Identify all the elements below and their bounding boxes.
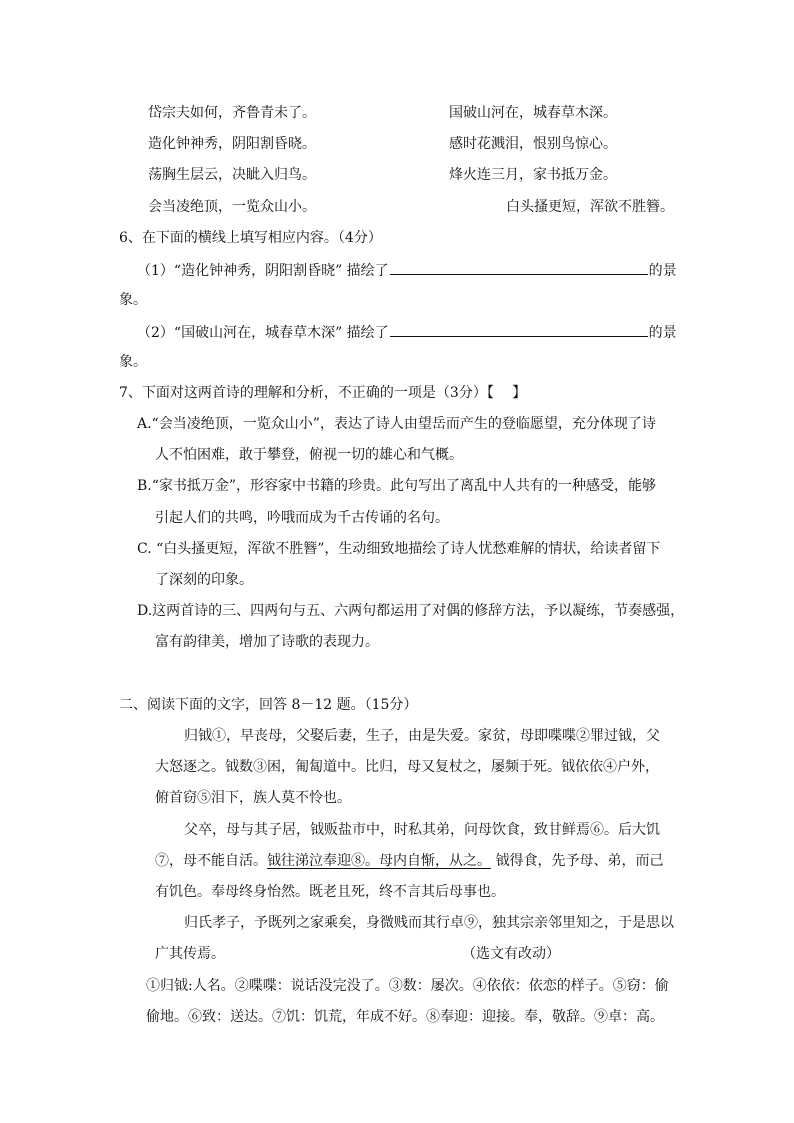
question-6-item-2-suffix: 的景 <box>648 325 677 341</box>
poem-left-line: 造化钟神秀，阴阳割昏晓。 <box>148 136 316 152</box>
passage-p3-line1: 归氏孝子，予既列之家乘矣，身微贱而其行卓⑨，独其宗亲邻里知之，于是思以 <box>184 915 674 931</box>
passage-p2-line2-b: 钺得食，先予母、弟，而己 <box>491 853 664 869</box>
option-c-line1: C. “白头搔更短，浑欲不胜簪”，生动细致地描绘了诗人忧愁难解的情状，给读者留下 <box>137 541 661 557</box>
question-6-title: 6、在下面的横线上填写相应内容。（4分） <box>119 230 382 246</box>
poem-right-line: 感时花溅泪，恨别鸟惊心。 <box>449 136 617 152</box>
option-d-line2: 富有韵律美，增加了诗歌的表现力。 <box>155 634 379 650</box>
poem-right-line: 白头搔更短，浑欲不胜簪。 <box>506 199 674 215</box>
underlined-sentence: 钺往涕泣奉迎⑧。母内自惭，从之。 <box>267 853 491 869</box>
passage-p1-line3: 俯首窃⑤泪下，族人莫不怜也。 <box>155 790 351 806</box>
passage-p2-line3: 有饥色。奉母终身怡然。既老且死，终不言其后母事也。 <box>155 884 505 900</box>
passage-p1-line2: 大怒逐之。钺数③困，匍匐道中。比归，母又复杖之，屡频于死。钺依依④户外， <box>155 759 659 775</box>
passage-p2-line2-a: ⑦，母不能自活。 <box>155 853 267 869</box>
question-6-item-2 <box>137 321 677 343</box>
option-d-line1: D.这两首诗的三、四两句与五、六两句都运用了对偶的修辞方法，予以凝练，节奏感强， <box>137 603 685 619</box>
option-b-line2: 引起人们的共鸣，吟哦而成为千古传诵的名句。 <box>155 510 449 526</box>
footnotes-line2: 偷地。⑥致：送达。⑦饥：饥荒，年成不好。⑧奉迎：迎接。奉，敬辞。⑨卓：高。 <box>146 1009 664 1025</box>
option-a-line1: A.“会当凌绝顶，一览众山小”，表达了诗人由望岳而产生的登临愿望，充分体现了诗 <box>137 416 656 432</box>
option-b-line1: B.“家书抵万金”，形容家中书籍的珍贵。此句写出了离乱中人共有的一种感受，能够 <box>137 478 657 494</box>
footnotes-line1: ①归钺:人名。②喋喋：说话没完没了。③数：屡次。④依依：依恋的样子。⑤窃：偷 <box>146 978 669 994</box>
section-2-title: 二、阅读下面的文字，回答 8－12 题。（15分） <box>119 697 418 713</box>
passage-p3-line2: 广其传焉。 <box>155 946 225 962</box>
answer-blank-2[interactable] <box>390 321 648 337</box>
option-a-line2: 人不怕困难，敢于攀登，俯视一切的雄心和气概。 <box>155 447 463 463</box>
passage-p1-line1: 归钺①，早丧母，父娶后妻，生子，由是失爱。家贫，母即喋喋②罪过钺，父 <box>184 728 660 744</box>
poem-left-line: 会当凌绝顶，一览众山小。 <box>148 199 316 215</box>
question-6-item-2-prefix: （2）“国破山河在，城春草木深” 描绘了 <box>137 325 389 341</box>
poem-right-line: 国破山河在，城春草木深。 <box>449 105 617 121</box>
poem-right-line: 烽火连三月，家书抵万金。 <box>449 167 617 183</box>
answer-blank-1[interactable] <box>390 259 648 275</box>
passage-p2-line2 <box>155 851 663 871</box>
question-7-title: 7、下面对这两首诗的理解和分析，不正确的一项是（3分）【 】 <box>119 385 527 401</box>
question-6-item-1 <box>137 259 677 281</box>
option-c-line2: 了深刻的印象。 <box>155 572 253 588</box>
question-6-item-1-suffix: 的景 <box>648 263 677 279</box>
poem-left-line: 荡胸生层云，决眦入归鸟。 <box>148 167 316 183</box>
question-6-item-1-cont: 象。 <box>119 292 147 308</box>
question-6-item-2-cont: 象。 <box>119 354 147 370</box>
question-6-item-1-prefix: （1）“造化钟神秀，阴阳割昏晓” 描绘了 <box>137 263 389 279</box>
passage-p2-line1: 父卒，母与其子居，钺贩盐市中，时私其弟，问母饮食，致甘鲜焉⑥。后大饥 <box>184 822 660 838</box>
poem-left-line: 岱宗夫如何，齐鲁青未了。 <box>148 105 316 121</box>
source-note: （选文有改动） <box>462 946 560 962</box>
